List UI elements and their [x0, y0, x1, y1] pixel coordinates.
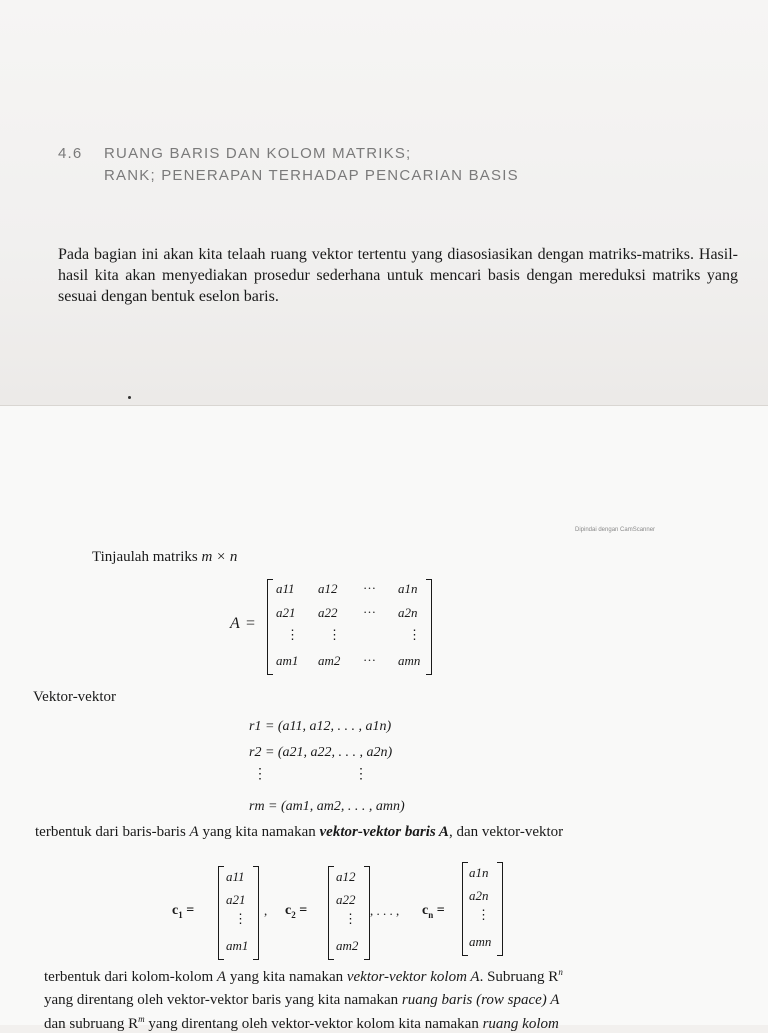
closing-text: dan subruang R: [44, 1016, 139, 1032]
matrix-cell: ⋮: [328, 627, 341, 642]
closing-A: A: [216, 969, 227, 985]
matrix-cell: a22: [318, 605, 338, 620]
section-number: 4.6: [58, 145, 83, 162]
scanner-stamp: Dipindai dengan CamScanner: [575, 527, 656, 533]
closing-sup: m: [138, 1014, 145, 1024]
matrix-cell: …: [363, 601, 376, 616]
matrix-cell: amn: [398, 653, 421, 668]
column-cell: a1n: [469, 865, 489, 880]
closing-sup: n: [558, 967, 563, 977]
matrix-cell: am1: [276, 653, 299, 668]
bracket-right: [497, 862, 503, 956]
intro-paragraph: Pada bagian ini akan kita telaah ruang vektor tertentu yang diasosiasikan dengan matriks-matriks. Hasil-hasil kita akan menyediakan prosedur sederhana untuk mencari basis dengan mereduksi matriks yang sesuai dengan bentuk eselon baris.: [58, 246, 738, 305]
bracket-right: [426, 579, 432, 675]
bracket-left: [462, 862, 468, 956]
column-cell: ⋮: [344, 911, 357, 926]
section-title-line-1: RUANG BARIS DAN KOLOM MATRIKS;: [104, 145, 412, 162]
column-cell: am1: [226, 938, 249, 953]
column-cell: amn: [469, 934, 492, 949]
upper-page-scan: [0, 0, 768, 405]
column-cell: am2: [336, 938, 359, 953]
bracket-left: [218, 866, 224, 960]
c2-label: $c_2$ =: [285, 903, 308, 920]
closing-text: terbentuk dari kolom-kolom: [44, 969, 214, 985]
bracket-right: [253, 866, 259, 960]
scan-speck: [128, 396, 131, 399]
bracket-left: [267, 579, 273, 675]
matrix-cell: am2: [318, 653, 341, 668]
cn-label: $c_n$ =: [422, 903, 445, 920]
matrix-cell: ⋮: [408, 627, 421, 642]
matrix-A: [230, 577, 440, 677]
section-title-line-2: RANK; PENERAPAN TERHADAP PENCARIAN BASIS: [104, 167, 519, 184]
row-vector-r1: r1 = (a11, a12, . . . , a1n): [249, 719, 392, 734]
closing-text: . Subruang R: [479, 969, 559, 985]
closing-term: ruang baris (row space) A: [401, 992, 560, 1008]
matrix-cell: a2n: [398, 605, 418, 620]
consider-text: Tinjaulah matriks: [92, 549, 198, 565]
row-sentence-part3: , dan vektor-vektor: [448, 824, 564, 840]
column-cell: a11: [226, 869, 245, 884]
column-cell: a12: [336, 869, 356, 884]
row-vector-r2: r2 = (a21, a22, . . . , a2n): [249, 745, 393, 760]
closing-text: yang direntang oleh vektor-vektor baris yang kita namakan: [44, 992, 399, 1008]
vdots-right: ⋮: [354, 767, 368, 782]
column-cell: a22: [336, 892, 356, 907]
matrix-cell: a1n: [398, 581, 418, 596]
column-cell: a2n: [469, 888, 489, 903]
closing-term: vektor-vektor kolom A: [346, 969, 480, 985]
column-vectors: [172, 862, 512, 962]
consider-line: [92, 549, 237, 566]
matrix-cell: a21: [276, 605, 296, 620]
column-cell: a21: [226, 892, 246, 907]
vdots-left: ⋮: [253, 767, 267, 782]
row-sentence-part2: yang kita namakan: [202, 824, 316, 840]
matrix-cell: ⋮: [286, 627, 299, 642]
row-vectors-sentence: [35, 824, 563, 841]
matrix-cell: a12: [318, 581, 338, 596]
row-sentence-A: A: [189, 824, 199, 840]
matrix-dimensions: m × n: [201, 549, 238, 565]
vectors-label: Vektor-vektor: [33, 689, 117, 705]
row-sentence-term: vektor-vektor baris A: [319, 824, 449, 840]
closing-term: ruang kolom: [482, 1016, 559, 1032]
closing-line-1: [44, 967, 563, 986]
row-sentence-part1: terbentuk dari baris-baris: [35, 824, 186, 840]
c1-label: $c_1$ =: [172, 903, 195, 920]
column-cell: ⋮: [234, 911, 247, 926]
closing-text: yang direntang oleh vektor-vektor kolom kita namakan: [144, 1016, 479, 1032]
matrix-cell: a11: [276, 581, 295, 596]
matrix-cell: …: [363, 577, 376, 592]
bracket-left: [328, 866, 334, 960]
closing-line-2: [44, 992, 559, 1009]
ellipsis: , . . . ,: [370, 903, 400, 918]
equals-sign: =: [246, 615, 256, 632]
matrix-A-name: A: [230, 615, 240, 632]
comma: ,: [264, 903, 268, 918]
matrix-cell: …: [363, 649, 376, 664]
row-vector-rm: rm = (am1, am2, . . . , amn): [249, 799, 405, 814]
column-cell: ⋮: [477, 907, 490, 922]
closing-text: yang kita namakan: [229, 969, 344, 985]
